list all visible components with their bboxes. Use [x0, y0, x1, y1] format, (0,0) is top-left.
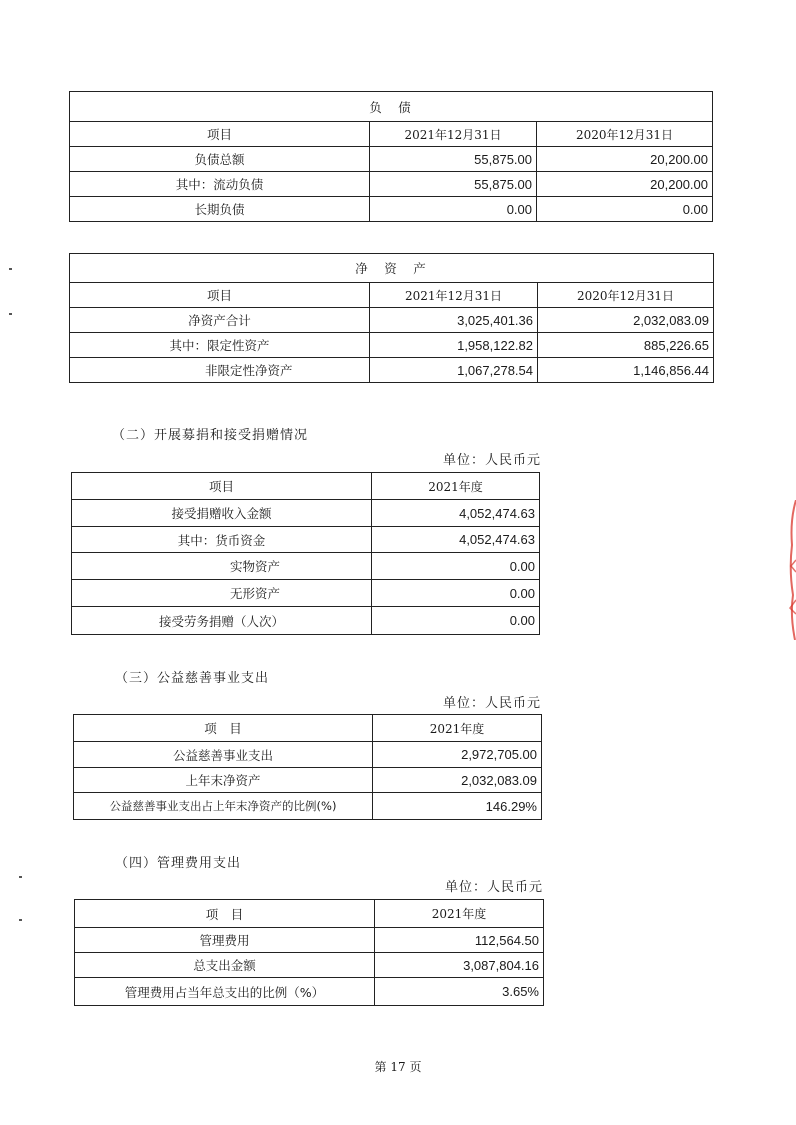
column-header-item: 项 目: [75, 900, 375, 928]
value-cell: 0.00: [372, 607, 540, 635]
table-row: [72, 527, 540, 553]
liabilities-table: [69, 91, 713, 222]
table-row: [75, 953, 544, 978]
row-label: 负债总额: [70, 147, 370, 172]
section-title-admin: （四）管理费用支出: [115, 856, 242, 871]
value-cell: 4,052,474.63: [372, 500, 540, 527]
table-row: [70, 172, 713, 197]
row-label: 非限定性净资产: [70, 358, 370, 383]
value-cell: 0.00: [370, 197, 537, 222]
unit-label: 单位：人民币元: [443, 453, 542, 468]
table-header-row: [72, 473, 540, 500]
row-label: 管理费用占当年总支出的比例（%）: [75, 978, 375, 1006]
row-label: 公益慈善事业支出占上年末净资产的比例(%): [74, 793, 373, 820]
row-label: 其中：限定性资产: [70, 333, 370, 358]
unit-label: 单位：人民币元: [445, 880, 544, 895]
row-label: 接受劳务捐赠（人次）: [72, 607, 372, 635]
table-header-row: [75, 900, 544, 928]
table-row: [75, 928, 544, 953]
column-header-2021: 2021年度: [375, 900, 544, 928]
row-label: 无形资产: [72, 580, 372, 607]
table-row: [72, 553, 540, 580]
column-header-item: 项目: [70, 122, 370, 147]
value-cell: 0.00: [372, 553, 540, 580]
row-label: 公益慈善事业支出: [74, 742, 373, 768]
page-number: 第 17 页: [374, 1060, 422, 1074]
value-cell: 4,052,474.63: [372, 527, 540, 553]
table-row: [74, 742, 542, 768]
value-cell: 3,087,804.16: [375, 953, 544, 978]
table-row: [70, 197, 713, 222]
value-cell: 0.00: [372, 580, 540, 607]
column-header-item: 项目: [70, 283, 370, 308]
admin-table: [74, 899, 544, 1006]
section-title-donations: （二）开展募捐和接受捐赠情况: [112, 428, 309, 443]
scan-mark: [19, 876, 22, 878]
donations-table: [71, 472, 540, 635]
unit-label: 单位：人民币元: [443, 696, 542, 711]
section-title-charity: （三）公益慈善事业支出: [115, 671, 270, 686]
value-cell: 885,226.65: [538, 333, 714, 358]
value-cell: 146.29%: [373, 793, 542, 820]
value-cell: 20,200.00: [537, 172, 713, 197]
column-header-item: 项目: [72, 473, 372, 500]
value-cell: 2,032,083.09: [538, 308, 714, 333]
table-row: [70, 147, 713, 172]
value-cell: 3.65%: [375, 978, 544, 1006]
value-cell: 1,958,122.82: [370, 333, 538, 358]
value-cell: 55,875.00: [370, 147, 537, 172]
row-label: 长期负债: [70, 197, 370, 222]
column-header-2021: 2021年12月31日: [370, 283, 538, 308]
table-title-row: [70, 92, 713, 122]
row-label: 净资产合计: [70, 308, 370, 333]
liabilities-title: 负 债: [70, 92, 713, 122]
value-cell: 20,200.00: [537, 147, 713, 172]
column-header-2021: 2021年12月31日: [370, 122, 537, 147]
value-cell: 3,025,401.36: [370, 308, 538, 333]
scan-mark: [9, 268, 12, 270]
table-row: [74, 768, 542, 793]
table-row: [70, 358, 714, 383]
net-assets-table: [69, 253, 714, 383]
column-header-2020: 2020年12月31日: [538, 283, 714, 308]
value-cell: 2,032,083.09: [373, 768, 542, 793]
scan-mark: [9, 313, 12, 315]
value-cell: 0.00: [537, 197, 713, 222]
value-cell: 55,875.00: [370, 172, 537, 197]
table-row: [72, 607, 540, 635]
column-header-item: 项 目: [74, 715, 373, 742]
net-assets-title: 净 资 产: [70, 254, 714, 283]
table-title-row: [70, 254, 714, 283]
row-label: 总支出金额: [75, 953, 375, 978]
row-label: 其中：流动负债: [70, 172, 370, 197]
column-header-2020: 2020年12月31日: [537, 122, 713, 147]
column-header-2021: 2021年度: [373, 715, 542, 742]
table-row: [70, 308, 714, 333]
row-label: 管理费用: [75, 928, 375, 953]
table-row: [72, 500, 540, 527]
row-label: 上年末净资产: [74, 768, 373, 793]
value-cell: 112,564.50: [375, 928, 544, 953]
charity-table: [73, 714, 542, 820]
table-row: [75, 978, 544, 1006]
row-label: 接受捐赠收入金额: [72, 500, 372, 527]
seal-stamp-fragment: [786, 500, 796, 640]
value-cell: 1,067,278.54: [370, 358, 538, 383]
table-header-row: [74, 715, 542, 742]
table-row: [70, 333, 714, 358]
table-header-row: [70, 283, 714, 308]
value-cell: 1,146,856.44: [538, 358, 714, 383]
table-row: [74, 793, 542, 820]
table-row: [72, 580, 540, 607]
table-header-row: [70, 122, 713, 147]
value-cell: 2,972,705.00: [373, 742, 542, 768]
row-label: 实物资产: [72, 553, 372, 580]
row-label: 其中：货币资金: [72, 527, 372, 553]
column-header-2021: 2021年度: [372, 473, 540, 500]
scan-mark: [19, 919, 22, 921]
